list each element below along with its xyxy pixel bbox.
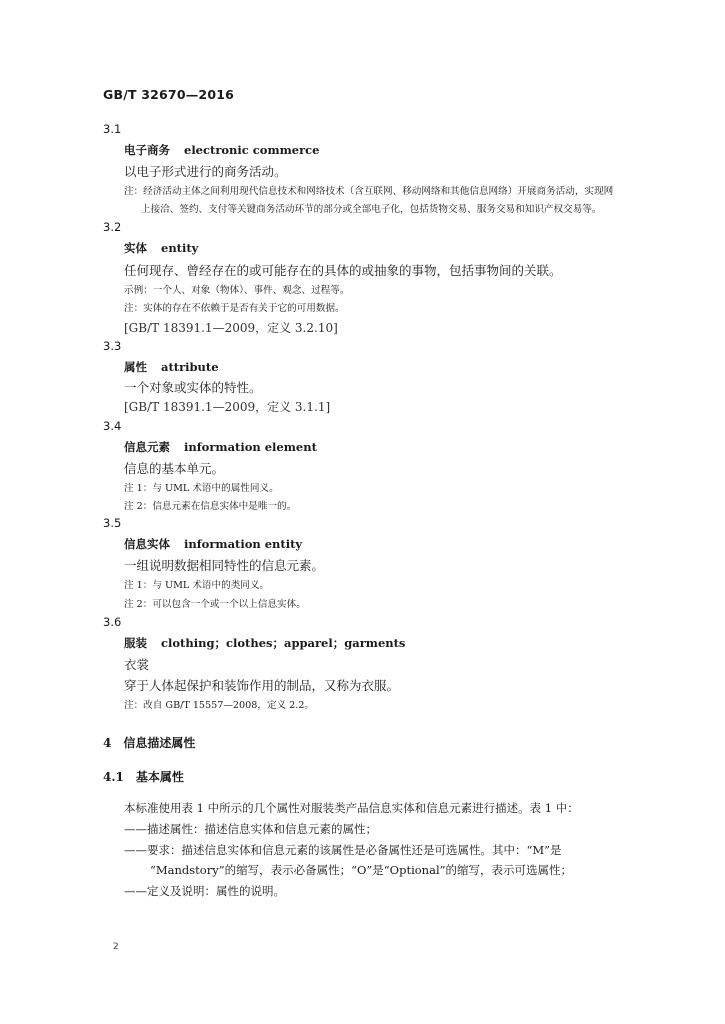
section-number: 4 bbox=[103, 736, 112, 750]
term-number: 3.6 bbox=[103, 615, 122, 629]
term-en: information entity bbox=[184, 537, 303, 551]
term-number: 3.1 bbox=[103, 122, 122, 136]
term-note: 注：实体的存在不依赖于是否有关于它的可用数据。 bbox=[124, 303, 345, 314]
term-note-continuation: 上接洽、签约、支付等关键商务活动环节的部分或全部电子化，包括货物交易、服务交易和知识产权交易等。 bbox=[141, 204, 602, 215]
term-number: 3.3 bbox=[103, 339, 122, 353]
term-definition: 一个对象或实体的特性。 bbox=[124, 380, 262, 395]
term-note: 注 2：可以包含一个或一个以上信息实体。 bbox=[124, 599, 306, 610]
page-number: 2 bbox=[113, 942, 119, 952]
list-item-continuation: “Mandstory”的缩写，表示必备属性；“O”是“Optional”的缩写，表示可选属性； bbox=[150, 863, 572, 877]
subsection-heading bbox=[103, 768, 184, 785]
term-note: 注 1：与 UML 术语中的属性同义。 bbox=[124, 483, 279, 494]
term-note: 注：经济活动主体之间利用现代信息技术和网络技术（含互联网、移动网络和其他信息网络）开展商务活动，实现网 bbox=[124, 186, 614, 197]
term-en: attribute bbox=[161, 360, 219, 374]
term-alt-name: 衣裳 bbox=[124, 657, 150, 672]
term-zh: 电子商务 bbox=[124, 143, 170, 157]
list-item: ——描述属性：描述信息实体和信息元素的属性； bbox=[124, 822, 377, 836]
term-zh: 服装 bbox=[124, 636, 147, 650]
term-zh: 实体 bbox=[124, 241, 147, 255]
term-number: 3.2 bbox=[103, 220, 122, 234]
term-zh: 信息实体 bbox=[124, 537, 170, 551]
term-en: information element bbox=[184, 440, 317, 454]
section-heading bbox=[103, 734, 195, 751]
term-note: 注：改自 GB/T 15557—2008，定义 2.2。 bbox=[124, 700, 315, 711]
term-definition: 穿于人体起保护和装饰作用的制品，又称为衣服。 bbox=[124, 678, 400, 693]
subsection-title: 基本属性 bbox=[135, 770, 184, 784]
term-number: 3.5 bbox=[103, 516, 122, 530]
term-heading bbox=[124, 439, 317, 455]
term-en: clothing；clothes；apparel；garments bbox=[161, 636, 406, 650]
term-definition: 一组说明数据相同特性的信息元素。 bbox=[124, 558, 325, 573]
term-heading bbox=[124, 536, 302, 552]
section-title: 信息描述属性 bbox=[123, 736, 196, 750]
body-paragraph: 本标准使用表 1 中所示的几个属性对服装类产品信息实体和信息元素进行描述。表 1 中： bbox=[124, 801, 579, 815]
term-number: 3.4 bbox=[103, 419, 122, 433]
term-source: [GB/T 18391.1—2009，定义 3.2.10] bbox=[124, 321, 338, 335]
term-definition: 任何现存、曾经存在的或可能存在的具体的或抽象的事物，包括事物间的关联。 bbox=[124, 263, 562, 278]
term-heading bbox=[124, 635, 405, 651]
term-en: electronic commerce bbox=[184, 143, 320, 157]
term-example: 示例：一个人、对象（物体）、事件、观念、过程等。 bbox=[124, 285, 350, 296]
term-note: 注 2：信息元素在信息实体中是唯一的。 bbox=[124, 501, 297, 512]
term-source: [GB/T 18391.1—2009，定义 3.1.1] bbox=[124, 400, 331, 414]
term-heading bbox=[124, 142, 319, 158]
term-heading bbox=[124, 240, 198, 256]
term-heading bbox=[124, 359, 219, 375]
term-note: 注 1：与 UML 术语中的类同义。 bbox=[124, 580, 270, 591]
list-item: ——定义及说明：属性的说明。 bbox=[124, 884, 285, 898]
subsection-number: 4.1 bbox=[103, 770, 124, 784]
list-item: ——要求：描述信息实体和信息元素的该属性是必备属性还是可选属性。其中：“M”是 bbox=[124, 843, 562, 857]
standard-code-header: GB/T 32670—2016 bbox=[103, 87, 235, 102]
term-zh: 属性 bbox=[124, 360, 147, 374]
term-en: entity bbox=[161, 241, 199, 255]
term-definition: 以电子形式进行的商务活动。 bbox=[124, 164, 287, 179]
term-definition: 信息的基本单元。 bbox=[124, 461, 225, 476]
term-zh: 信息元素 bbox=[124, 440, 170, 454]
